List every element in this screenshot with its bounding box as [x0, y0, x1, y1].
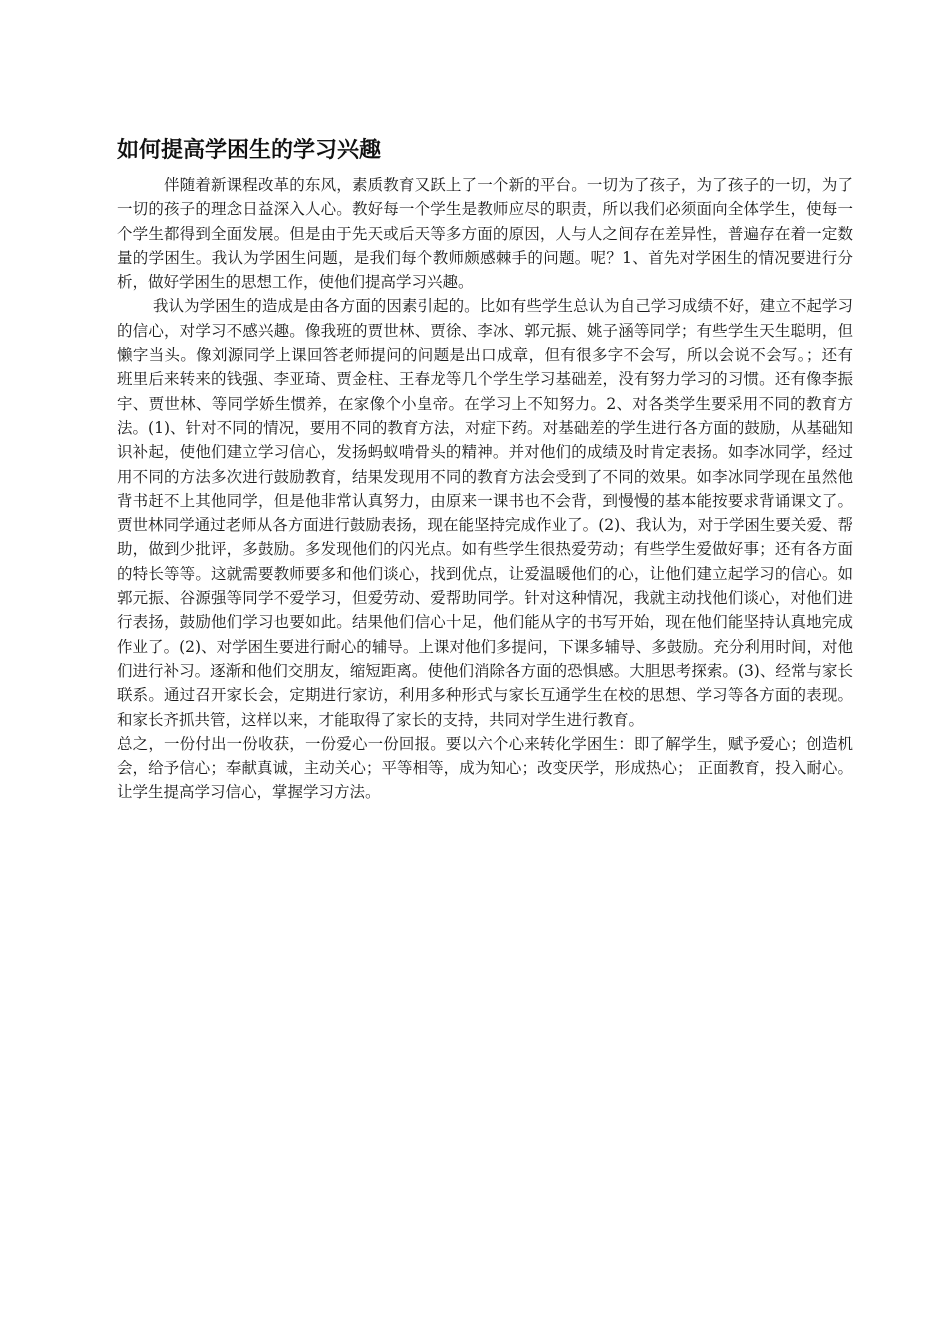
paragraph-methods: 我认为学困生的造成是由各方面的因素引起的。比如有些学生总认为自己学习成绩不好，建立不起学习的信心，对学习不感兴趣。像我班的贾世林、贾徐、李冰、郭元振、姚子涵等同学；有些学生天生聪明，但懒字当头。像刘源同学上课回答老师提问的问题是出口成章，但有很多字不会写，所以会说不会写。；还有班里后来转来的钱强、李亚琦、贾金柱、王春龙等几个学生学习基础差，没有努力学习的习惯。还有像李振宇、贾世林、等同学娇生惯养，在家像个小皇帝。在学习上不知努力。2、对各类学生要采用不同的教育方法。(1)、针对不同的情况，要用不同的教育方法，对症下药。对基础差的学生进行各方面的鼓励，从基础知识补起，使他们建立学习信心，发扬蚂蚁啃骨头的精神。并对他们的成绩及时肯定表扬。如李冰同学，经过用不同的方法多次进行鼓励教育，结果发现用不同的教育方法会受到了不同的效果。如李冰同学现在虽然他背书赶不上其他同学，但是他非常认真努力，由原来一课书也不会背，到慢慢的基本能按要求背诵课文了。贾世林同学通过老师从各方面进行鼓励表扬，现在能坚持完成作业了。(2)、我认为，对于学困生要关爱、帮助，做到少批评，多鼓励。多发现他们的闪光点。如有些学生很热爱劳动；有些学生爱做好事；还有各方面的特长等等。这就需要教师要多和他们谈心，找到优点，让爱温暖他们的心，让他们建立起学习的信心。如郭元振、谷源强等同学不爱学习，但爱劳动、爱帮助同学。针对这种情况，我就主动找他们谈心，对他们进行表扬，鼓励他们学习也要如此。结果他们信心十足，他们能从字的书写开始，现在他们能坚持认真地完成作业了。(2)、对学困生要进行耐心的辅导。上课对他们多提问，下课多辅导、多鼓励。充分利用时间，对他们进行补习。逐渐和他们交朋友，缩短距离。使他们消除各方面的恐惧感。大胆思考探索。(3)、经常与家长联系。通过召开家长会，定期进行家访，利用多种形式与家长互通学生在校的思想、学习等各方面的表现。和家长齐抓共管，这样以来，才能取得了家长的支持，共同对学生进行教育。	[117, 297, 853, 729]
document-title: 如何提高学困生的学习兴趣	[117, 138, 382, 163]
paragraph-conclusion: 总之，一份付出一份收获，一份爱心一份回报。要以六个心来转化学困生：即了解学生，赋予爱心；创造机会，给予信心；奉献真诚，主动关心；平等相等，成为知心；改变厌学，形成热心； 正面教育，投入耐心。让学生提高学习信心，掌握学习方法。	[117, 734, 853, 802]
document-body	[117, 173, 853, 805]
paragraph-intro: 伴随着新课程改革的东风，素质教育又跃上了一个新的平台。一切为了孩子，为了孩子的一切，为了一切的孩子的理念日益深入人心。教好每一个学生是教师应尽的职责，所以我们必须面向全体学生，使每一个学生都得到全面发展。但是由于先天或后天等多方面的原因，人与人之间存在差异性，普遍存在着一定数量的学困生。我认为学困生问题，是我们每个教师颇感棘手的问题。呢？1、首先对学困生的情况要进行分析，做好学困生的思想工作，使他们提高学习兴趣。	[117, 176, 853, 292]
